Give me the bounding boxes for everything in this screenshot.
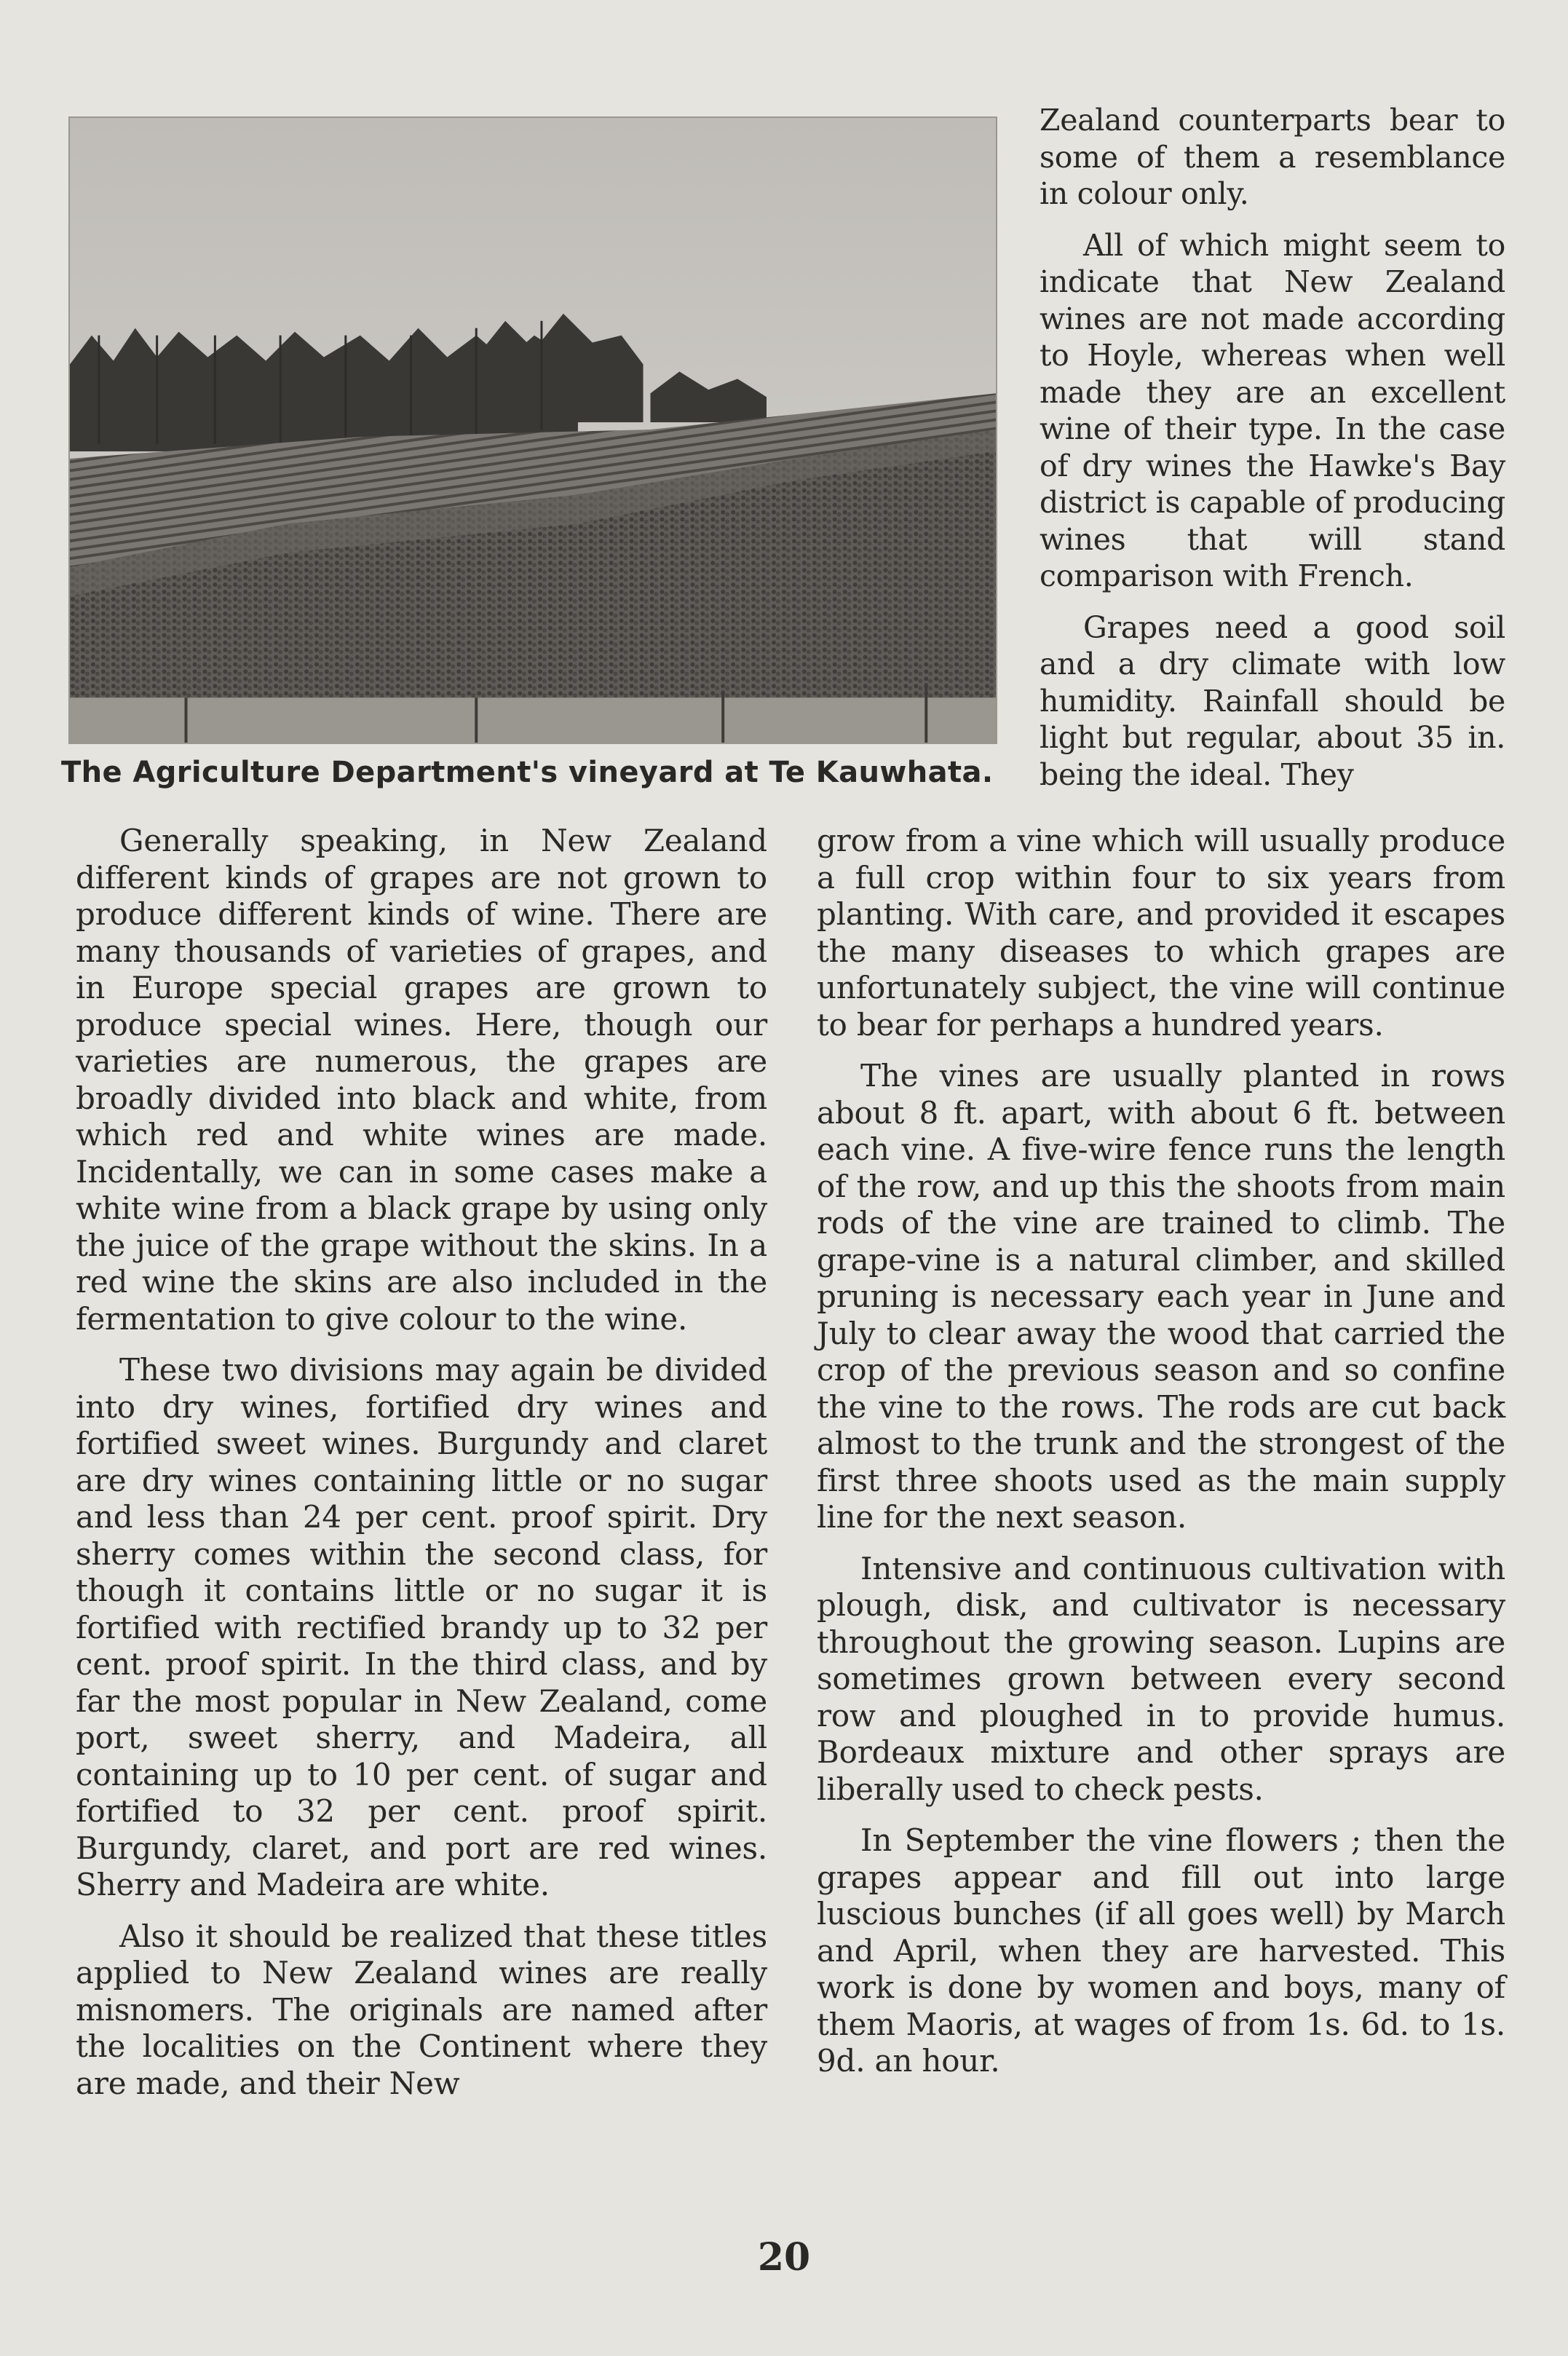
paragraph: In September the vine flowers ; then the grapes appear and fill out into large luscious bunches (if all goes well) by March and April, when they are harvested. This work is done by women and boys, many of them Maoris, at wages of from 1s. 6d. to 1s. 9d. an hour. bbox=[817, 1822, 1505, 2079]
vineyard-photo-icon bbox=[70, 118, 996, 743]
right-column-bottom bbox=[817, 823, 1505, 2095]
paragraph: All of which might seem to indicate that New Zealand wines are not made according to Hoyle, whereas when well made they are an excellent wine of their type. In the case of dry wines the Hawke's Bay district is capable of producing wines that will stand comparison with French. bbox=[1040, 227, 1505, 593]
paragraph: The vines are usually planted in rows about 8 ft. apart, with about 6 ft. between each vine. A five-wire fence runs the length of the row, and up this the shoots from main rods of the vine are trained to climb. The grape-vine is a natural climber, and skilled pruning is necessary each year in June and July to clear away the wood that carried the crop of the previous season and so confine the vine to the rows. The rods are cut back almost to the trunk and the strongest of the first three shoots used as the main supply line for the next season. bbox=[817, 1058, 1505, 1535]
paragraph: Intensive and continuous cultivation with plough, disk, and cultivator is necessary throughout the growing season. Lupins are sometimes grown between every second row and ploughed in to provide humus. Bordeaux mixture and other sprays are liberally used to check pests. bbox=[817, 1550, 1505, 1807]
right-column-top bbox=[1040, 102, 1505, 807]
paragraph: Also it should be realized that these titles applied to New Zealand wines are really misnomers. The originals are named after the localities on the Continent where they are made, and their New bbox=[76, 1918, 767, 2101]
page-number: 20 bbox=[757, 2235, 811, 2280]
paragraph: grow from a vine which will usually produce a full crop within four to six years from planting. With care, and provided it escapes the many diseases to which grapes are unfortunately subject, the vine will continue to bear for perhaps a hundred years. bbox=[817, 823, 1505, 1043]
paragraph: These two divisions may again be divided into dry wines, fortified dry wines and fortified sweet wines. Burgundy and claret are dry wines containing little or no sugar and less than 24 per cent. proof spirit. Dry sherry comes within the second class, for though it contains little or no sugar it is fortified with rectified brandy up to 32 per cent. proof spirit. In the third class, and by far the most popular in New Zealand, come port, sweet sherry, and Madeira, all containing up to 10 per cent. of sugar and fortified to 32 per cent. proof spirit. Burgundy, claret, and port are red wines. Sherry and Madeira are white. bbox=[76, 1352, 767, 1902]
photo-caption: The Agriculture Department's vineyard at Te Kauwhata. bbox=[61, 756, 994, 789]
paragraph: Generally speaking, in New Zealand different kinds of grapes are not grown to produce different kinds of wine. There are many thousands of varieties of grapes, and in Europe special grapes are grown to produce special wines. Here, though our varieties are numerous, the grapes are broadly divided into black and white, from which red and white wines are made. Incidentally, we can in some cases make a white wine from a black grape by using only the juice of the grape without the skins. In a red wine the skins are also included in the fermentation to give colour to the wine. bbox=[76, 823, 767, 1337]
left-column bbox=[76, 823, 767, 2116]
paragraph: Zealand counterparts bear to some of them a resemblance in colour only. bbox=[1040, 103, 1505, 211]
vineyard-photo bbox=[68, 116, 997, 744]
paragraph: Grapes need a good soil and a dry climate with low humidity. Rainfall should be light but regular, about 35 in. being the ideal. They bbox=[1040, 609, 1505, 792]
